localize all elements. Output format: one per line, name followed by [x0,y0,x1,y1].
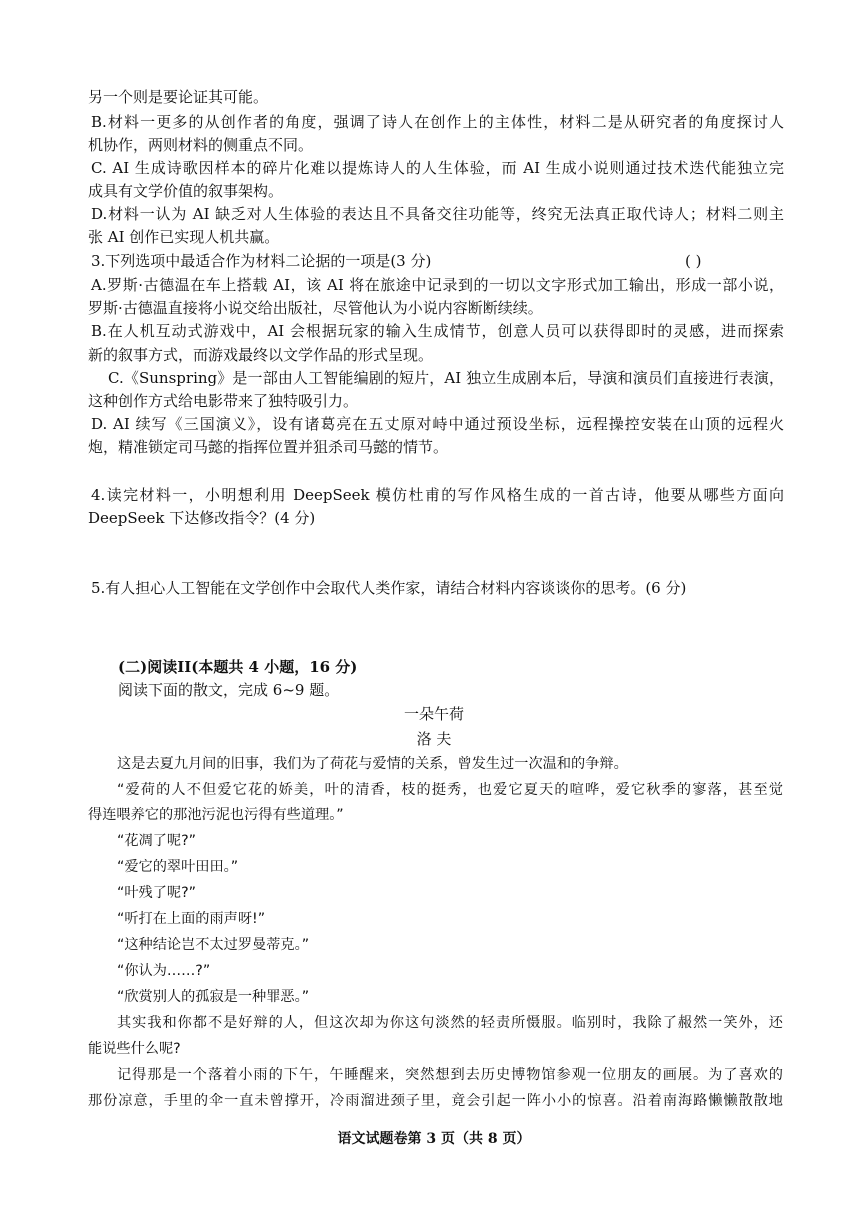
q2-option-b-line1: B.材料一更多的从创作者的角度，强调了诗人在创作上的主体性，材料二是从研究者的角度探讨人 [91,113,784,131]
dialogue-line: “花凋了呢?” [117,833,196,849]
q2-option-b-line2: 机协作，两则材料的侧重点不同。 [88,136,314,154]
page-footer: 语文试题卷第 3 页（共 8 页） [337,1131,531,1147]
essay-paragraph-1: 这是去夏九月间的旧事，我们为了荷花与爱情的关系，曾发生过一次温和的争辩。 [117,756,628,772]
essay-paragraph-2-line2: 得连喂养它的那池污泥也污得有些道理。” [88,807,344,823]
q2-option-d-line1: D.材料一认为 AI 缺乏对人生体验的表达且不具备交往功能等，终究无法真正取代诗人；材料二则主 [91,205,784,223]
q3-option-b-line1: B.在人机互动式游戏中，AI 会根据玩家的输入生成情节，创意人员可以获得即时的灵感，进而探索 [91,322,784,340]
dialogue-line: “叶残了呢?” [117,885,196,901]
q3-stem: 3.下列选项中最适合作为材料二论据的一项是(3 分) [91,252,432,270]
q4-line1: 4.读完材料一，小明想利用 DeepSeek 模仿杜甫的写作风格生成的一首古诗，他要从哪些方面向 [91,486,784,504]
dialogue-line: “爱它的翠叶田田。” [117,859,239,875]
q3-option-a-line2: 罗斯·古德温直接将小说交给出版社，尽管他认为小说内容断断续续。 [88,299,543,317]
essay-paragraph-4-line2: 那份凉意，手里的伞一直未曾撑开，冷雨溜进颈子里，竟会引起一阵小小的惊喜。沿着南海路懒懒散散地 [88,1093,783,1109]
essay-paragraph-2-line1: “爱荷的人不但爱它花的娇美，叶的清香，枝的挺秀，也爱它夏天的喧哗，爱它秋季的寥落，甚至觉 [117,782,783,798]
q3-option-d-line2: 炮，精准锁定司马懿的指挥位置并狙杀司马懿的情节。 [88,438,449,456]
section2-instruction: 阅读下面的散文，完成 6~9 题。 [118,681,340,699]
q3-answer-blank: ( ) [685,252,702,270]
essay-paragraph-4-line1: 记得那是一个落着小雨的下午，午睡醒来，突然想到去历史博物馆参观一位朋友的画展。为了喜欢的 [117,1067,783,1083]
q3-option-a-line1: A.罗斯·古德温在车上搭载 AI，该 AI 将在旅途中记录到的一切以文字形式加工输出，形成一部小说， [91,276,784,294]
q2-option-d-line2: 张 AI 创作已实现人机共赢。 [88,228,280,246]
dialogue-line: “这种结论岂不太过罗曼蒂克。” [117,937,310,953]
material-tail-line: 另一个则是要论证其可能。 [88,88,269,106]
q3-option-c-line1: C.《Sunspring》是一部由人工智能编剧的短片，AI 独立生成剧本后，导演和演员们直接进行表演， [108,369,784,387]
dialogue-line: “听打在上面的雨声呀!” [117,911,266,927]
essay-paragraph-3-line1: 其实我和你都不是好辩的人，但这次却为你这句淡然的轻责所慑服。临别时，我除了赧然一笑外，还 [117,1015,783,1031]
q4-line2: DeepSeek 下达修改指令？(4 分) [88,509,316,527]
dialogue-line: “欣赏别人的孤寂是一种罪恶。” [117,989,310,1005]
q5-line: 5.有人担心人工智能在文学创作中会取代人类作家，请结合材料内容谈谈你的思考。(6 分) [91,579,687,597]
section2-heading: (二)阅读II(本题共 4 小题，16 分) [118,658,358,676]
essay-author: 洛 夫 [416,730,452,748]
q2-option-c-line1: C. AI 生成诗歌因样本的碎片化难以提炼诗人的人生体验，而 AI 生成小说则通过技术迭代能独立完 [91,159,784,177]
essay-title: 一朵午荷 [403,705,464,723]
q3-option-c-line2: 这种创作方式给电影带来了独特吸引力。 [88,392,359,410]
dialogue-line: “你认为……?” [117,963,211,979]
q2-option-c-line2: 成具有文学价值的叙事架构。 [88,182,284,200]
q3-option-b-line2: 新的叙事方式，而游戏最终以文学作品的形式呈现。 [88,346,434,364]
essay-paragraph-3-line2: 能说些什么呢? [88,1041,181,1057]
q3-option-d-line1: D. AI 续写《三国演义》，设有诸葛亮在五丈原对峙中通过预设坐标，远程操控安装在山顶的远程火 [91,415,784,433]
